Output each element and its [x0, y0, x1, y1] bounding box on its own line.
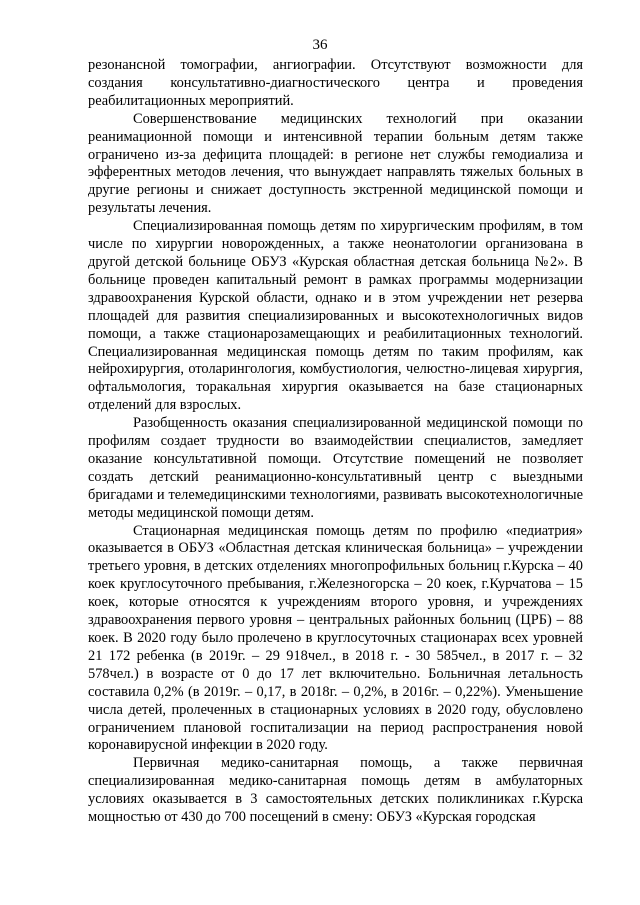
- paragraph-intensive-care: Совершенствование медицинских технологий при оказании реанимационной помощи и интенсивной терапии больным детям также ограничено из-за дефицита площадей: в регионе нет службы гемодиализа и эфферентных методов лечения, что вынуждает направлять тяжелых больных в другие регионы и снижает доступность экстренной медицинской помощи и результаты лечения.: [88, 110, 583, 217]
- paragraph-primary-care: Первичная медико-санитарная помощь, а также первичная специализированная медико-санитарная помощь детям в амбулаторных условиях оказывается в 3 самостоятельных детских поликлиниках г.Курска мощностью от 430 до 700 посещений в смену: ОБУЗ «Курская городская: [88, 755, 583, 826]
- paragraph-surgical-care: Специализированная помощь детям по хирургическим профилям, в том числе по хирургии новорожденных, а также неонатологии организована в другой детской больнице ОБУЗ «Курская областная детская больница №2». В больнице проведен капитальный ремонт в рамках программы модернизации здравоохранения Курской области, однако и в этом учреждении нет резерва площадей для развития специализированных и высокотехнологичных видов помощи, а также стационарозамещающих и реабилитационных технологий. Специализированная медицинская помощь детям по таким профилям, как нейрохирургия, отоларингология, комбустиология, челюстно-лицевая хирургия, офтальмология, торакальная хирургия оказывается на базе стационарных отделений для взрослых.: [88, 218, 583, 414]
- paragraph-fragmentation: Разобщенность оказания специализированной медицинской помощи по профилям создает трудности во взаимодействии специалистов, замедляет оказание консультативной помощи. Отсутствие помещений не позволяет создать детский реанимационно-консультативный центр с выездными бригадами и телемедицинскими технологиями, развивать высокотехнологичные методы медицинской помощи детям.: [88, 415, 583, 521]
- page-number: 36: [312, 37, 328, 53]
- document-body: [88, 57, 583, 827]
- paragraph-continuation: резонансной томографии, ангиографии. Отсутствуют возможности для создания консультативно-диагностического центра и проведения реабилитационных мероприятий.: [88, 57, 583, 109]
- paragraph-inpatient-care: Стационарная медицинская помощь детям по профилю «педиатрия» оказывается в ОБУЗ «Областная детская клиническая больница» – учреждении третьего уровня, в детских отделениях многопрофильных больниц г.Курска – 40 коек круглосуточного пребывания, г.Железногорска – 20 коек, г.Курчатова – 15 коек, которые относятся к учреждениям второго уровня, и учреждениях здравоохранения первого уровня – центральных районных больниц (ЦРБ) – 88 коек. В 2020 году было пролечено в круглосуточных стационарах всех уровней 21 172 ребенка (в 2019г. – 29 918чел., в 2018 г. - 30 585чел., в 2017 г. – 32 578чел.) в возрасте от 0 до 17 лет включительно. Больничная летальность составила 0,2% (в 2019г. – 0,17, в 2018г. – 0,2%, в 2016г. – 0,22%). Уменьшение числа детей, пролеченных в стационарных условиях в 2020 году, обусловлено ограничением плановой госпитализации на период распространения новой коронавирусной инфекции в 2020 году.: [88, 522, 583, 754]
